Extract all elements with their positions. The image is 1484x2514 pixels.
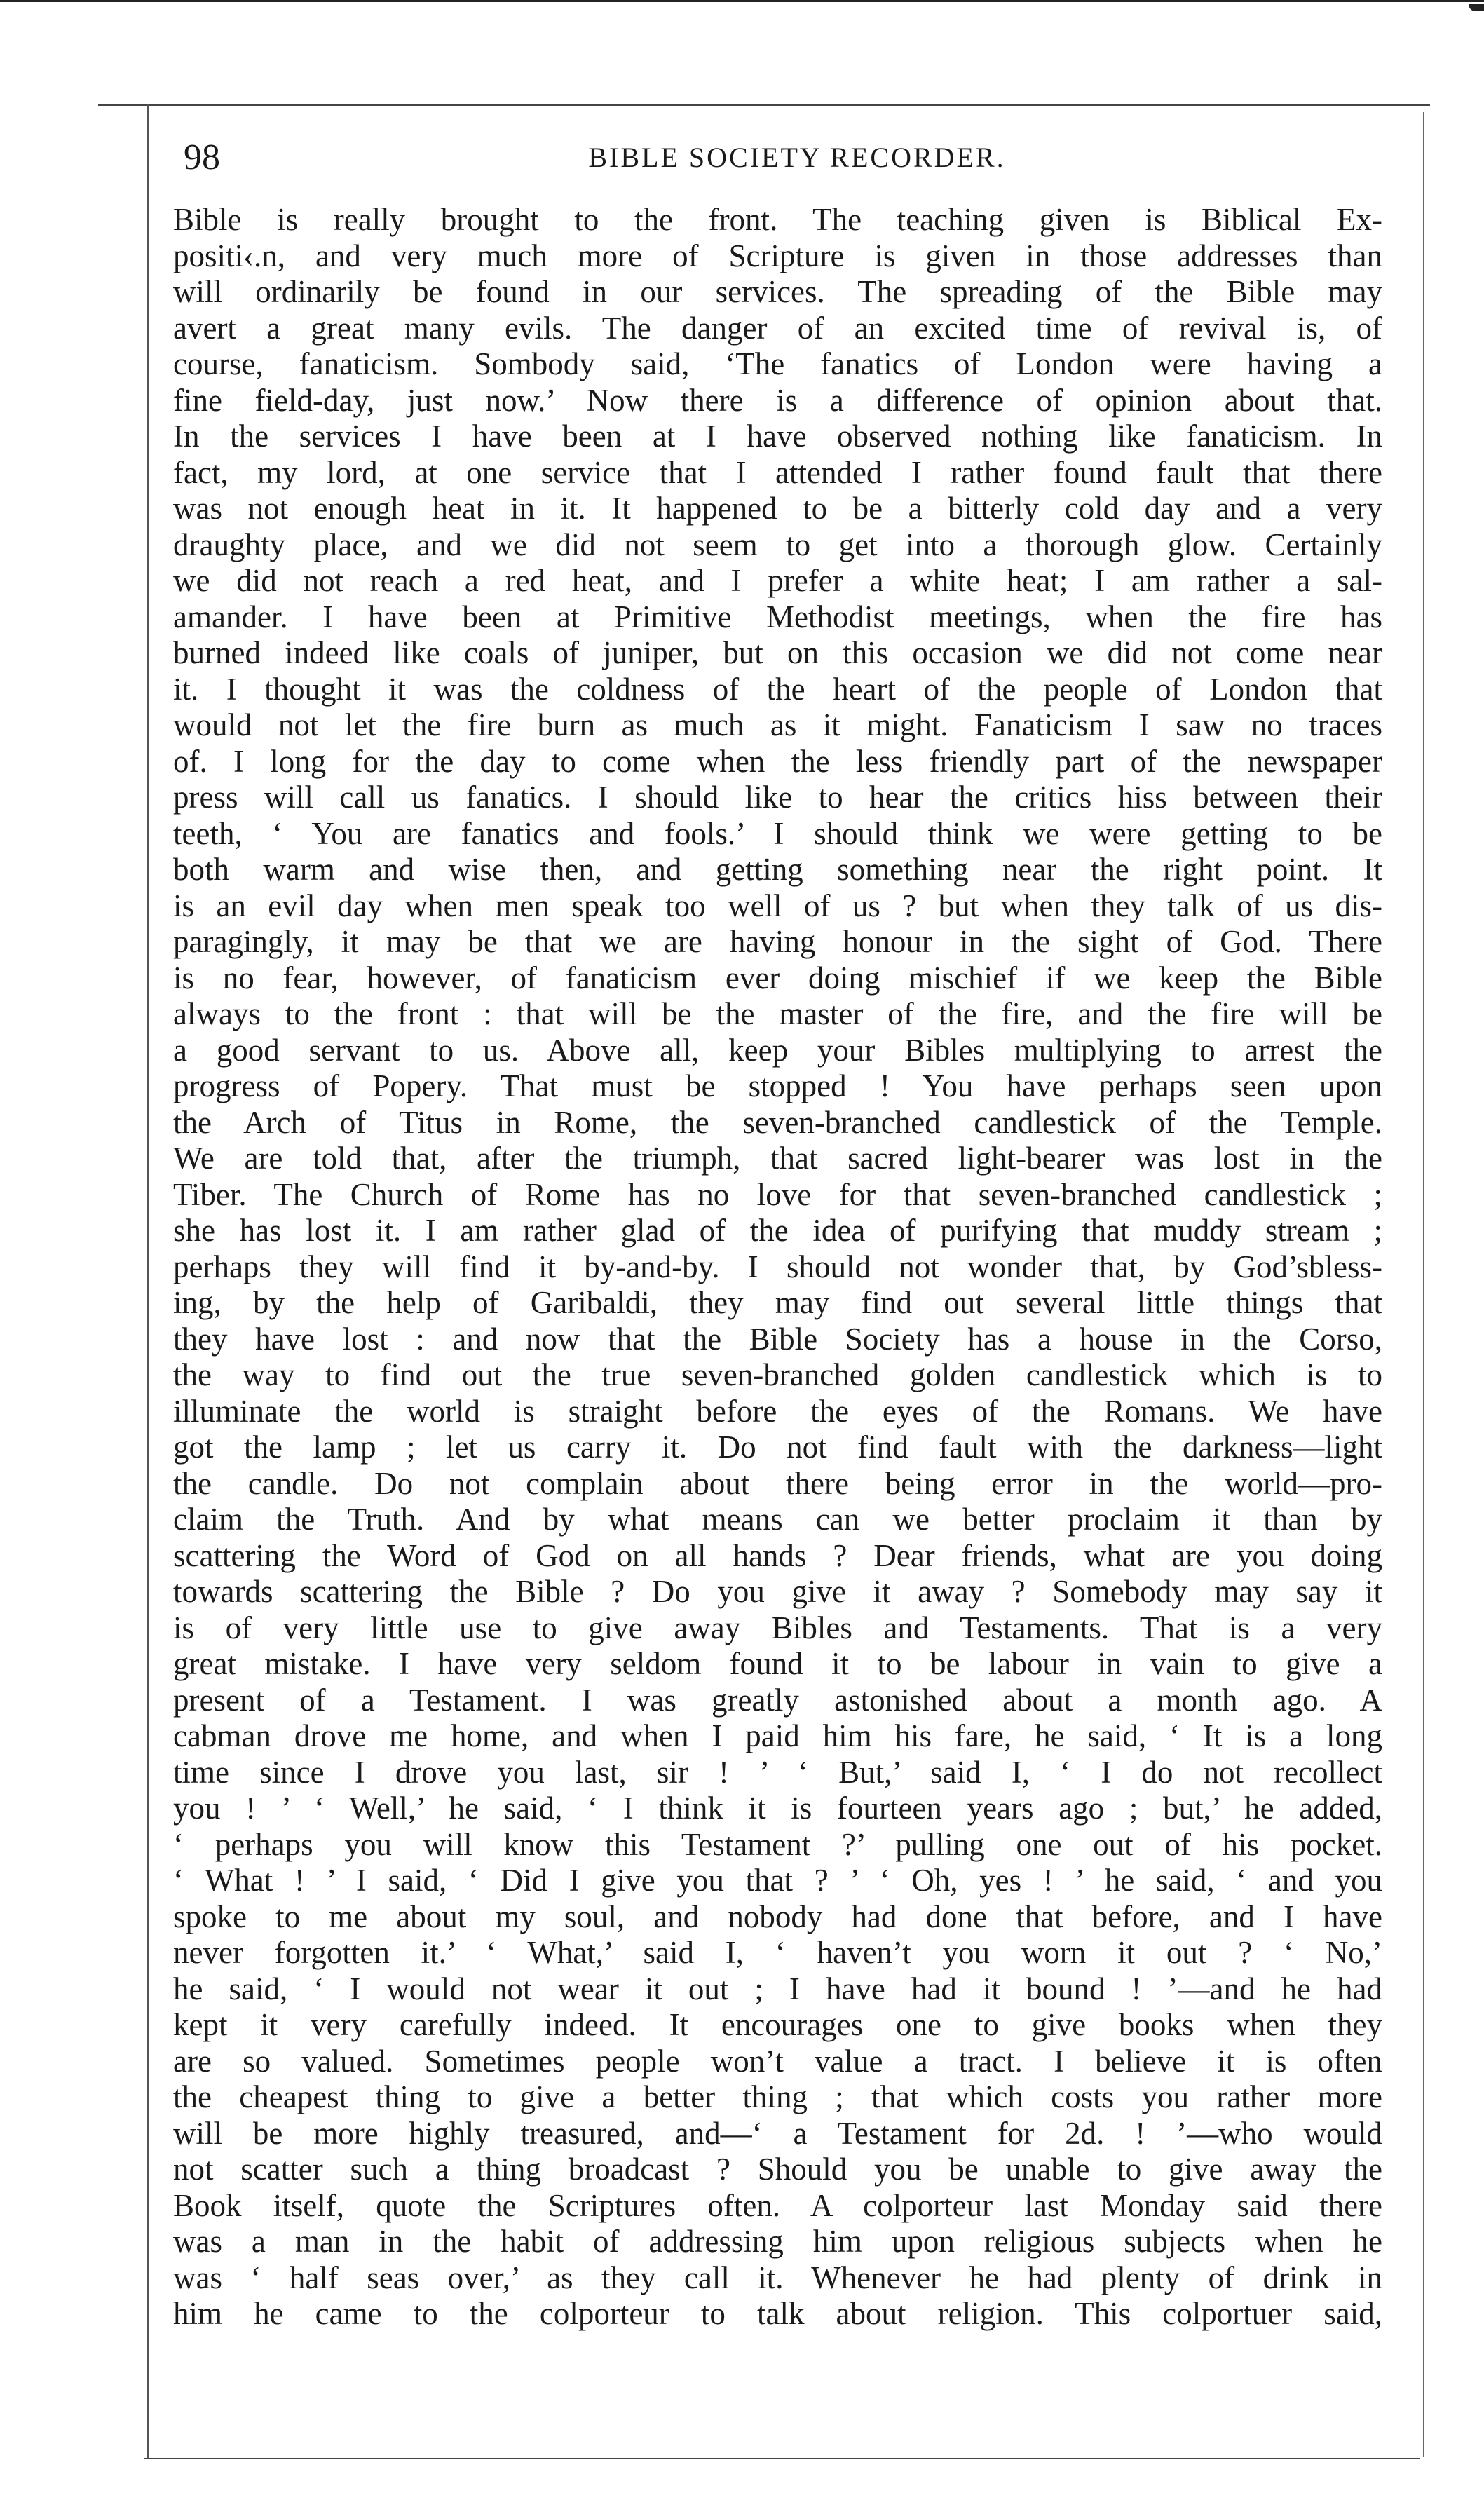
text-line: is an evil day when men speak too well of us ? but when they talk of us dis- — [173, 888, 1382, 923]
text-line: is of very little use to give away Bibles and Testaments. That is a very — [173, 1610, 1382, 1645]
text-line: was a man in the habit of addressing him upon religious subjects when he — [173, 2224, 1382, 2259]
text-line: never forgotten it.’ ‘ What,’ said I, ‘ haven’t you worn it out ? ‘ No,’ — [173, 1935, 1382, 1970]
running-head: BIBLE SOCIETY RECORDER. — [588, 142, 1006, 173]
text-line: is no fear, however, of fanaticism ever doing mischief if we keep the Bible — [173, 960, 1382, 996]
text-line: present of a Testament. I was greatly astonished about a month ago. A — [173, 1682, 1382, 1718]
text-line: time since I drove you last, sir ! ’ ‘ But,’ said I, ‘ I do not recollect — [173, 1754, 1382, 1790]
text-line: In the services I have been at I have observed nothing like fanaticism. In — [173, 419, 1382, 454]
text-line: press will call us fanatics. I should like to hear the critics hiss between their — [173, 780, 1382, 815]
text-line: amander. I have been at Primitive Methodist meetings, when the fire has — [173, 599, 1382, 634]
text-line: fine field-day, just now.’ Now there is a difference of opinion about that. — [173, 382, 1382, 418]
text-line: spoke to me about my soul, and nobody had done that before, and I have — [173, 1898, 1382, 1934]
text-line: both warm and wise then, and getting something near the right point. It — [173, 852, 1382, 887]
page-border-bottom — [144, 2458, 1420, 2459]
text-line: ‘ What ! ’ I said, ‘ Did I give you that ? ’ ‘ Oh, yes ! ’ he said, ‘ and you — [173, 1863, 1382, 1898]
text-line: would not let the fire burn as much as it might. Fanaticism I saw no traces — [173, 707, 1382, 742]
text-line: you ! ’ ‘ Well,’ he said, ‘ I think it is fourteen years ago ; but,’ he added, — [173, 1791, 1382, 1826]
page-border-top — [98, 104, 1430, 106]
text-line: the cheapest thing to give a better thing ; that which costs you rather more — [173, 2079, 1382, 2114]
page-border-right — [1423, 112, 1424, 2457]
text-line: the candle. Do not complain about there being error in the world—pro- — [173, 1465, 1382, 1501]
text-line: ‘ perhaps you will know this Testament ?’ pulling one out of his pocket. — [173, 1826, 1382, 1862]
text-line: not scatter such a thing broadcast ? Should you be unable to give away the — [173, 2152, 1382, 2187]
text-line: always to the front : that will be the master of the fire, and the fire will be — [173, 996, 1382, 1031]
text-line: towards scattering the Bible ? Do you give it away ? Somebody may say it — [173, 1574, 1382, 1609]
page-number: 98 — [184, 137, 220, 177]
text-line: ing, by the help of Garibaldi, they may find out several little things that — [173, 1285, 1382, 1320]
text-line: kept it very carefully indeed. It encourages one to give books when they — [173, 2007, 1382, 2042]
text-line: of. I long for the day to come when the less friendly part of the newspaper — [173, 743, 1382, 779]
text-line: him he came to the colporteur to talk about religion. This colportuer said, — [173, 2296, 1382, 2331]
text-line: scattering the Word of God on all hands ? Dear friends, what are you doing — [173, 1537, 1382, 1573]
text-line: the Arch of Titus in Rome, the seven-branched candlestick of the Temple. — [173, 1104, 1382, 1140]
text-line: progress of Popery. That must be stopped ! You have perhaps seen upon — [173, 1068, 1382, 1103]
page-border-left — [147, 104, 149, 2459]
text-line: it. I thought it was the coldness of the heart of the people of London that — [173, 671, 1382, 707]
text-line: will be more highly treasured, and—‘ a Testament for 2d. ! ’—who would — [173, 2115, 1382, 2151]
text-line: we did not reach a red heat, and I prefer a white heat; I am rather a sal- — [173, 563, 1382, 598]
text-line: Bible is really brought to the front. The teaching given is Biblical Ex- — [173, 202, 1382, 237]
text-line: draughty place, and we did not seem to get into a thorough glow. Certainly — [173, 526, 1382, 562]
text-line: teeth, ‘ You are fanatics and fools.’ I should think we were getting to be — [173, 815, 1382, 851]
page-header — [184, 133, 1410, 182]
text-line: positi‹.n, and very much more of Scripture is given in those addresses than — [173, 238, 1382, 273]
text-line: cabman drove me home, and when I paid him his fare, he said, ‘ It is a long — [173, 1718, 1382, 1753]
text-line: Book itself, quote the Scriptures often. A colporteur last Monday said there — [173, 2187, 1382, 2223]
body-text — [173, 202, 1382, 2332]
text-line: We are told that, after the triumph, that sacred light-bearer was lost in the — [173, 1141, 1382, 1176]
text-line: Tiber. The Church of Rome has no love for that seven-branched candlestick ; — [173, 1176, 1382, 1212]
text-line: he said, ‘ I would not wear it out ; I have had it bound ! ’—and he had — [173, 1971, 1382, 2006]
text-line: they have lost : and now that the Bible Society has a house in the Corso, — [173, 1321, 1382, 1357]
text-line: great mistake. I have very seldom found it to be labour in vain to give a — [173, 1646, 1382, 1681]
text-line: paragingly, it may be that we are having honour in the sight of God. There — [173, 924, 1382, 959]
text-line: was ‘ half seas over,’ as they call it. Whenever he had plenty of drink in — [173, 2260, 1382, 2295]
corner-mark — [1469, 4, 1484, 11]
text-line: a good servant to us. Above all, keep your Bibles multiplying to arrest the — [173, 1032, 1382, 1068]
top-edge-rule — [0, 0, 1484, 2]
text-line: perhaps they will find it by-and-by. I should not wonder that, by God’sbless- — [173, 1249, 1382, 1284]
text-line: she has lost it. I am rather glad of the idea of purifying that muddy stream ; — [173, 1213, 1382, 1248]
text-line: course, fanaticism. Sombody said, ‘The fanatics of London were having a — [173, 346, 1382, 381]
text-line: fact, my lord, at one service that I attended I rather found fault that there — [173, 454, 1382, 490]
text-line: avert a great many evils. The danger of an excited time of revival is, of — [173, 310, 1382, 346]
text-line: the way to find out the true seven-branched golden candlestick which is to — [173, 1357, 1382, 1392]
text-line: got the lamp ; let us carry it. Do not find fault with the darkness—light — [173, 1429, 1382, 1465]
text-line: are so valued. Sometimes people won’t value a tract. I believe it is often — [173, 2043, 1382, 2079]
text-line: illuminate the world is straight before the eyes of the Romans. We have — [173, 1393, 1382, 1429]
text-line: was not enough heat in it. It happened to be a bitterly cold day and a very — [173, 491, 1382, 526]
text-line: claim the Truth. And by what means can we better proclaim it than by — [173, 1502, 1382, 1537]
text-line: burned indeed like coals of juniper, but on this occasion we did not come near — [173, 635, 1382, 670]
text-line: will ordinarily be found in our services. The spreading of the Bible may — [173, 274, 1382, 309]
